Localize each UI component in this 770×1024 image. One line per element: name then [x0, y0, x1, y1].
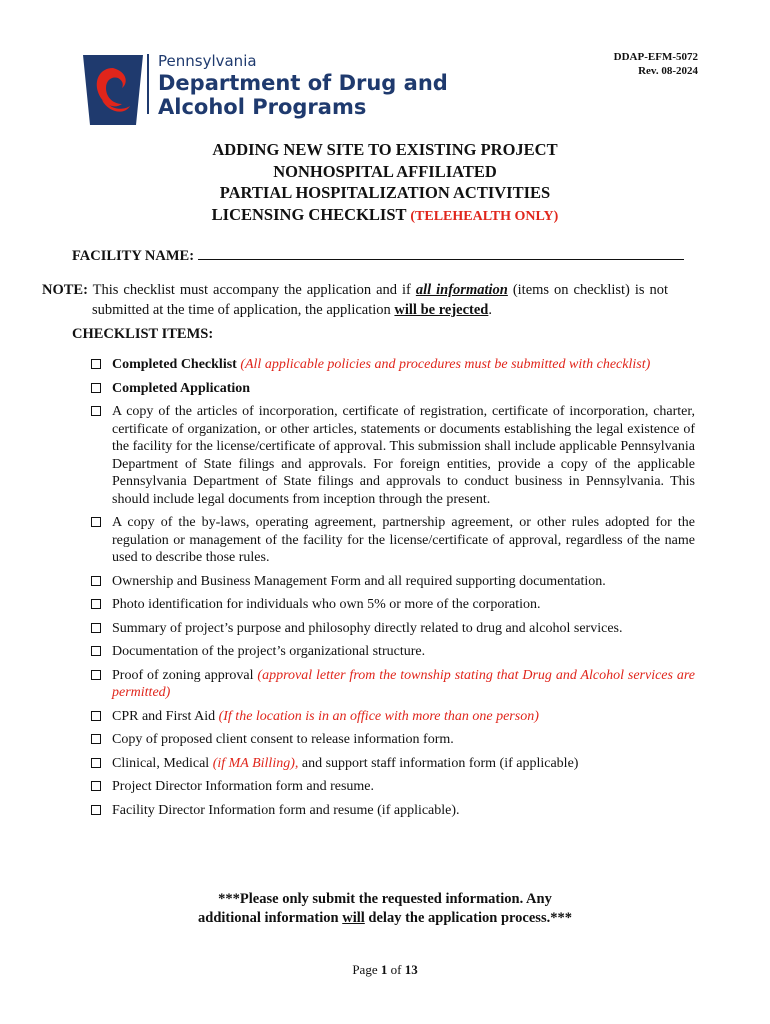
page-total: 13 — [404, 962, 418, 977]
checklist-item — [91, 403, 695, 508]
title-line-4-text: LICENSING CHECKLIST — [211, 204, 407, 224]
footer-note-2a: additional information — [198, 910, 339, 926]
item-text: Clinical, Medical — [112, 755, 210, 771]
note-paragraph — [42, 280, 668, 320]
item-text: CPR and First Aid — [112, 708, 216, 724]
note-label: NOTE: — [42, 282, 88, 298]
item-text-rest: and support staff information form (if applicable) — [301, 755, 579, 771]
item-text: Summary of project’s purpose and philosophy directly related to drug and alcohol services. — [112, 620, 623, 636]
facility-name-field[interactable] — [198, 245, 684, 260]
title-line-1: ADDING NEW SITE TO EXISTING PROJECT — [212, 140, 558, 159]
item-text: Proof of zoning approval — [112, 667, 254, 683]
facility-name-label: FACILITY NAME: — [72, 248, 195, 264]
logo-wordmark — [158, 52, 448, 118]
checkbox[interactable] — [91, 805, 101, 815]
checkbox[interactable] — [91, 670, 101, 680]
page-prefix: Page — [352, 962, 378, 977]
logo-dept-line2: Alcohol Programs — [158, 95, 367, 119]
checkbox[interactable] — [91, 576, 101, 586]
form-id: DDAP-EFM-5072 — [613, 51, 698, 63]
item-text: A copy of the by-laws, operating agreement, partnership agreement, or other rules adopted for the regulation or management of the facility for the license/certificate of approval, regardless of the name used to describe those rules. — [112, 515, 695, 565]
facility-name-row — [72, 245, 684, 265]
note-emphasis-all-information: all information — [415, 282, 508, 298]
ddap-keystone-logo — [78, 50, 148, 130]
form-revision: Rev. 08-2024 — [638, 65, 698, 77]
footer-note — [0, 890, 770, 928]
item-text: Copy of proposed client consent to release information form. — [112, 732, 454, 747]
page-number — [0, 962, 770, 978]
checkbox[interactable] — [91, 599, 101, 609]
item-note: (If the location is in an office with more than one person) — [218, 708, 539, 724]
item-label: Completed Application — [112, 380, 251, 396]
title-telehealth-tag: (TELEHEALTH ONLY) — [410, 208, 559, 224]
item-text: A copy of the articles of incorporation, certificate of registration, certificate of incorporation, charter, certificate of organization, or other articles, statements or documents establishing the legal existence of the facility for the license/certificate of approval. This submission shall include applicable Pennsylvania Department of State filings and approvals. For foreign entities, provide a copy of the applicable Pennsylvania Department of State filings and approvals to conduct business in Pennsylvania. This should include legal documents from inception through the present. — [112, 404, 695, 507]
checkbox[interactable] — [91, 517, 101, 527]
checklist-item — [91, 708, 695, 726]
item-text: Project Director Information form and resume. — [112, 779, 375, 794]
checkbox[interactable] — [91, 406, 101, 416]
item-text: Ownership and Business Management Form and all required supporting documentation. — [112, 573, 606, 589]
item-text: Photo identification for individuals who own 5% or more of the corporation. — [112, 597, 541, 612]
note-text-2: (items on checklist) is not submitted at the time of application, the application — [92, 282, 669, 318]
checklist-item — [91, 755, 695, 773]
item-note: (approval letter from the township stating that Drug and Alcohol services are permitted) — [112, 667, 696, 700]
title-line-3: PARTIAL HOSPITALIZATION ACTIVITIES — [219, 183, 551, 202]
title-line-4 — [0, 204, 770, 228]
logo-state: Pennsylvania — [158, 52, 257, 70]
checkbox[interactable] — [91, 781, 101, 791]
checkbox[interactable] — [91, 734, 101, 744]
item-note: (if MA Billing), — [212, 755, 299, 771]
checklist-item — [91, 356, 695, 374]
checklist-item — [91, 573, 695, 591]
checklist-item — [91, 380, 695, 398]
note-emphasis-rejected: will be rejected — [394, 302, 489, 318]
footer-note-line-1: ***Please only submit the requested information. Any — [218, 891, 552, 907]
logo-divider — [147, 54, 149, 114]
checklist-item — [91, 731, 695, 749]
page-title — [0, 139, 770, 227]
footer-note-will: will — [342, 910, 365, 926]
footer-note-2c: delay the application process.*** — [368, 910, 572, 926]
item-label: Completed Checklist — [112, 357, 237, 372]
checkbox[interactable] — [91, 646, 101, 656]
checklist-item — [91, 596, 695, 614]
form-id-block — [614, 50, 698, 78]
checklist-item — [91, 643, 695, 661]
logo-dept-line1: Department of Drug and — [158, 71, 448, 95]
checklist-items — [91, 356, 695, 825]
item-text: Documentation of the project’s organizational structure. — [112, 644, 426, 659]
item-note: (All applicable policies and procedures must be submitted with checklist) — [240, 357, 651, 372]
checkbox[interactable] — [91, 383, 101, 393]
checkbox[interactable] — [91, 623, 101, 633]
page-current: 1 — [380, 962, 388, 977]
checkbox[interactable] — [91, 758, 101, 768]
footer-note-line-2 — [0, 909, 770, 928]
checklist-heading: CHECKLIST ITEMS: — [72, 326, 214, 342]
checklist-item — [91, 620, 695, 638]
checkbox[interactable] — [91, 359, 101, 369]
page-of: of — [390, 962, 402, 977]
item-text: Facility Director Information form and resume (if applicable). — [112, 802, 460, 818]
title-line-2: NONHOSPITAL AFFILIATED — [273, 161, 497, 181]
checklist-item — [91, 514, 695, 567]
note-text-1: This checklist must accompany the application and if — [92, 282, 411, 298]
checklist-item — [91, 667, 695, 702]
checklist-item — [91, 802, 695, 820]
checklist-item — [91, 778, 695, 796]
checkbox[interactable] — [91, 711, 101, 721]
note-end: . — [488, 302, 492, 318]
